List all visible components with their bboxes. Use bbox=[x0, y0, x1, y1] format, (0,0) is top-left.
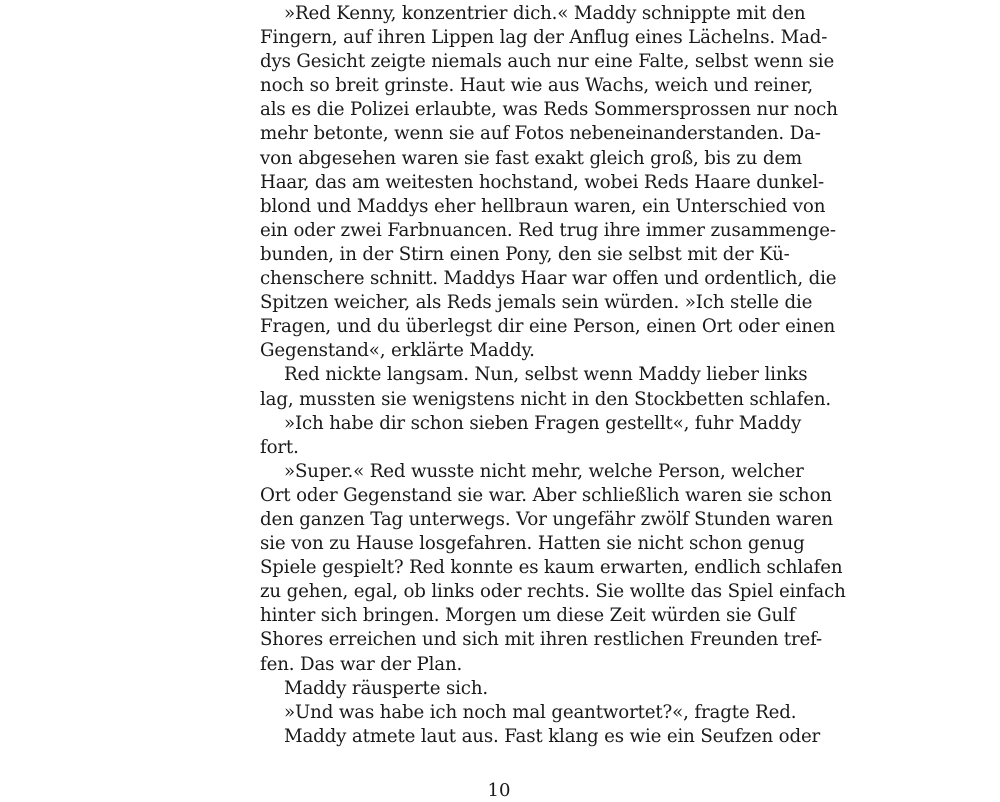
body-text bbox=[260, 2, 846, 749]
text-line: dys Gesicht zeigte niemals auch nur eine Falte, selbst wenn sie bbox=[260, 51, 835, 73]
text-line: fen. Das war der Plan. bbox=[260, 653, 463, 675]
text-line: Red nickte langsam. Nun, selbst wenn Maddy lieber links bbox=[284, 364, 808, 386]
text-line: chenschere schnitt. Maddys Haar war offen und ordentlich, die bbox=[260, 268, 837, 290]
text-line: Spitzen weicher, als Reds jemals sein würden. »Ich stelle die bbox=[260, 292, 813, 314]
text-line: Ort oder Gegenstand sie war. Aber schließlich waren sie schon bbox=[260, 484, 832, 506]
text-line: »Und was habe ich noch mal geantwortet?«, fragte Red. bbox=[284, 701, 797, 723]
text-line: bunden, in der Stirn einen Pony, den sie selbst mit der Kü- bbox=[260, 243, 790, 265]
text-line: als es die Polizei erlaubte, was Reds Sommersprossen nur noch bbox=[260, 99, 838, 121]
text-line: sie von zu Hause losgefahren. Hatten sie nicht schon genug bbox=[260, 533, 805, 555]
text-line: zu gehen, egal, ob links oder rechts. Sie wollte das Spiel einfach bbox=[260, 581, 846, 603]
text-line: hinter sich bringen. Morgen um diese Zeit würden sie Gulf bbox=[260, 605, 796, 627]
text-line: lag, mussten sie wenigstens nicht in den Stockbetten schlafen. bbox=[260, 388, 832, 410]
text-line: von abgesehen waren sie fast exakt gleich groß, bis zu dem bbox=[260, 147, 803, 169]
page-number: 10 bbox=[487, 780, 511, 801]
text-line: fort. bbox=[260, 436, 299, 458]
text-line: Maddy räusperte sich. bbox=[284, 677, 489, 699]
text-line: noch so breit grinste. Haut wie aus Wachs, weich und reiner, bbox=[260, 75, 814, 97]
text-line: Gegenstand«, erklärte Maddy. bbox=[260, 340, 535, 362]
text-line: den ganzen Tag unterwegs. Vor ungefähr zwölf Stunden waren bbox=[260, 508, 833, 530]
text-line: ein oder zwei Farbnuancen. Red trug ihre immer zusammenge- bbox=[260, 219, 836, 241]
text-line: »Red Kenny, konzentrier dich.« Maddy schnippte mit den bbox=[284, 3, 806, 24]
text-line: Spiele gespielt? Red konnte es kaum erwarten, endlich schlafen bbox=[260, 557, 843, 579]
text-line: »Super.« Red wusste nicht mehr, welche Person, welcher bbox=[284, 460, 804, 482]
text-line: Shores erreichen und sich mit ihren restlichen Freunden tref- bbox=[260, 629, 823, 651]
text-line: Maddy atmete laut aus. Fast klang es wie ein Seufzen oder bbox=[284, 725, 821, 747]
text-line: Fingern, auf ihren Lippen lag der Anflug eines Lächelns. Mad- bbox=[260, 27, 828, 49]
text-line: mehr betonte, wenn sie auf Fotos nebeneinanderstanden. Da- bbox=[260, 123, 821, 145]
text-line: Fragen, und du überlegst dir eine Person, einen Ort oder einen bbox=[260, 316, 836, 338]
text-line: »Ich habe dir schon sieben Fragen gestellt«, fuhr Maddy bbox=[284, 412, 802, 434]
text-line: blond und Maddys eher hellbraun waren, ein Unterschied von bbox=[260, 195, 826, 217]
text-line: Haar, das am weitesten hochstand, wobei Reds Haare dunkel- bbox=[260, 171, 825, 193]
